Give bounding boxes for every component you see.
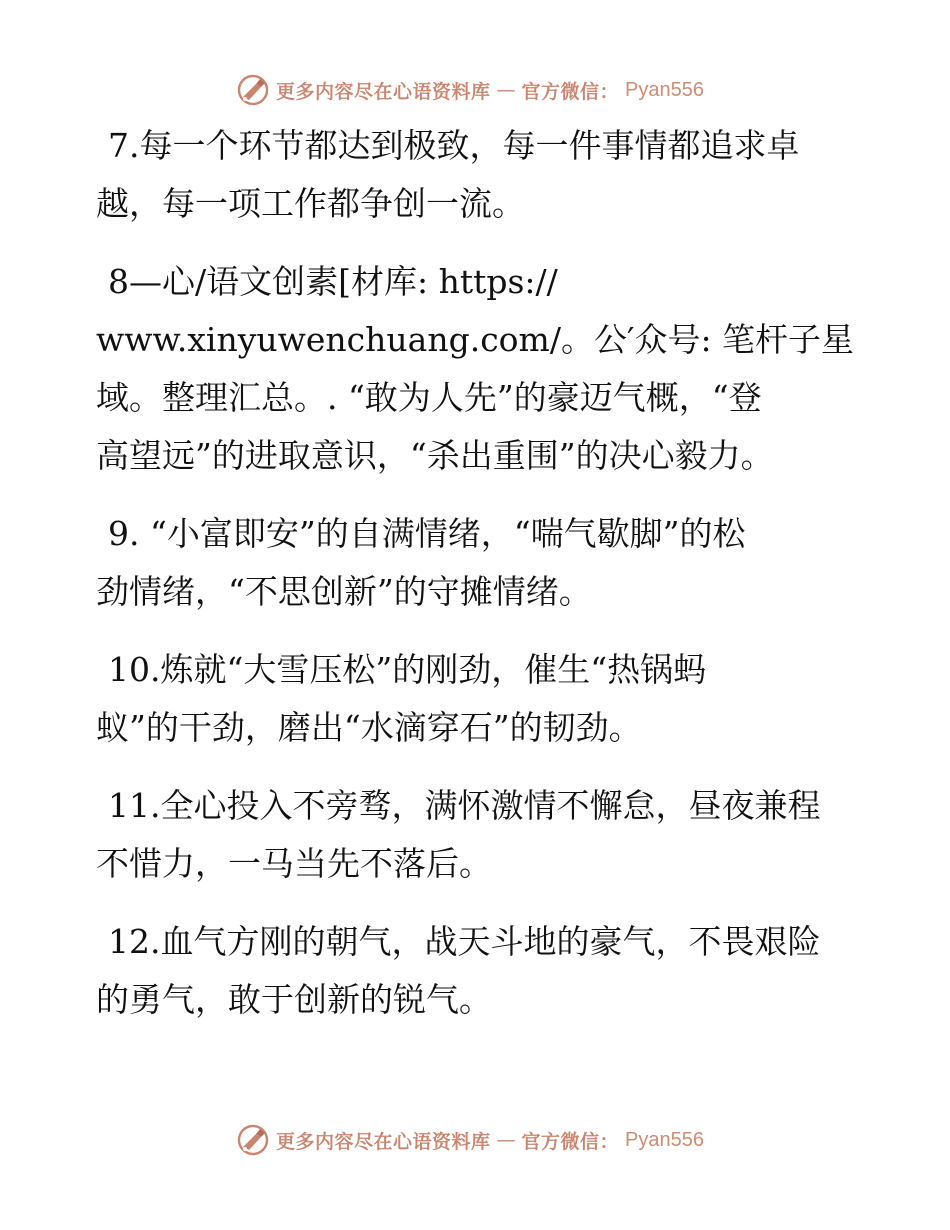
paragraph-line: 10.炼就“大雪压松”的刚劲，催生“热锅蚂 — [108, 650, 707, 689]
paragraph-8 — [96, 253, 856, 485]
header-separator: — — [496, 79, 516, 101]
header-site-text: 更多内容尽在心语资料库 — [276, 80, 491, 103]
footer-wechat-handle: Pyan556 — [625, 1128, 704, 1151]
header-watermark — [0, 70, 950, 110]
paragraph-line: 不惜力，一马当先不落后。 — [96, 844, 492, 883]
paragraph-line: 8—心/语文创素[材库: https:// — [108, 262, 558, 301]
paragraph-line: 蚁”的干劲，磨出“水滴穿石”的韧劲。 — [96, 708, 642, 747]
paragraph-9 — [96, 505, 856, 621]
footer-site-text: 更多内容尽在心语资料库 — [276, 1130, 491, 1153]
paragraph-line: 9. “小富即安”的自满情绪，“喘气歇脚”的松 — [108, 514, 746, 553]
paragraph-line: 12.血气方刚的朝气，战天斗地的豪气，不畏艰险 — [108, 922, 821, 961]
paragraph-7 — [96, 117, 856, 233]
header-wechat-handle: Pyan556 — [625, 78, 704, 101]
footer-wechat-label: 官方微信： — [521, 1130, 620, 1153]
paragraph-line: 的勇气，敢于创新的锐气。 — [96, 980, 492, 1019]
pen-nib-logo-icon — [236, 73, 270, 107]
footer-watermark-inner — [236, 1123, 704, 1157]
paragraph-11 — [96, 777, 856, 893]
paragraph-12 — [96, 913, 856, 1029]
pen-nib-logo-icon — [236, 1123, 270, 1157]
paragraph-line: 劲情绪，“不思创新”的守摊情绪。 — [96, 572, 592, 611]
paragraph-line: 越，每一项工作都争创一流。 — [96, 184, 525, 223]
footer-separator: — — [496, 1129, 516, 1151]
document-body — [96, 117, 856, 1049]
paragraph-10 — [96, 641, 856, 757]
header-watermark-inner — [236, 73, 704, 107]
footer-watermark — [0, 1120, 950, 1160]
paragraph-line: 11.全心投入不旁骛，满怀激情不懈怠，昼夜兼程 — [108, 786, 821, 825]
paragraph-line: 高望远”的进取意识，“杀出重围”的决心毅力。 — [96, 436, 774, 475]
paragraph-line: www.xinyuwenchuang.com/。公′众号: 笔杆子星 — [96, 320, 855, 359]
paragraph-line: 7.每一个环节都达到极致，每一件事情都追求卓 — [108, 126, 800, 165]
paragraph-line: 域。整理汇总。. “敢为人先”的豪迈气概，“登 — [96, 378, 762, 417]
header-wechat-label: 官方微信： — [521, 80, 620, 103]
